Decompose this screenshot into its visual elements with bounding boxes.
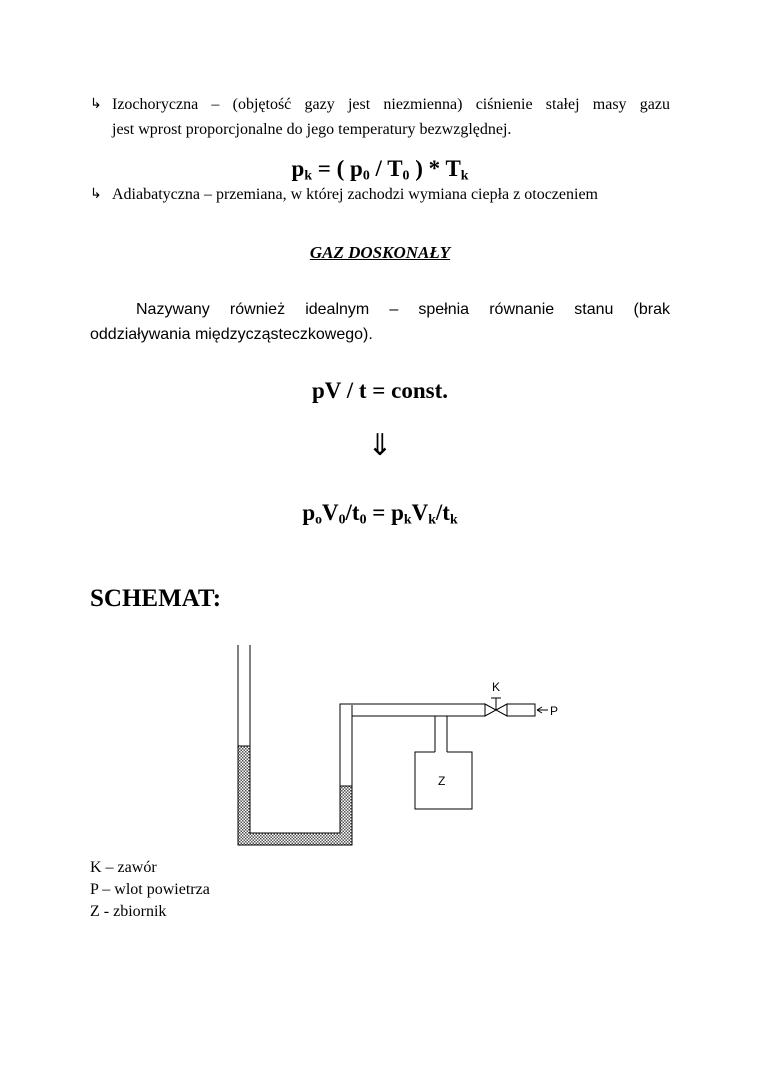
- section-heading: GAZ DOSKONAŁY: [309, 243, 451, 262]
- bullet-isochoric-line1: Izochoryczna – (objętość gazy jest niezmienna) ciśnienie stałej masy gazu: [112, 96, 670, 113]
- formula-equality: $p_oV_0/t_0 = p_kV_k/t_k$: [302, 500, 458, 527]
- label-k: K: [492, 680, 501, 694]
- legend: [90, 857, 210, 923]
- u-tube-outer: [238, 645, 352, 845]
- pipe-bottom: [352, 705, 485, 716]
- hook-arrow-icon: ↳: [90, 186, 102, 202]
- paragraph-line2: oddziaływania międzycząsteczkowego).: [90, 326, 373, 343]
- manometer-diagram: [230, 640, 570, 855]
- pipe-top: [340, 704, 485, 705]
- u-tube-inner: [250, 645, 340, 833]
- bullet-isochoric-line2: jest wprost proporcjonalne do jego temperatury bezwzględnej.: [112, 121, 512, 138]
- formula-isochoric: $p_k$ = ( $p_0 / T_0$ ) * $T_k$: [291, 156, 469, 183]
- legend-item-p: P – wlot powietrza: [90, 881, 210, 898]
- u-tube-liquid: [238, 746, 352, 845]
- legend-item-z: Z - zbiornik: [90, 903, 167, 920]
- bullet-adiabatic-line1: Adiabatyczna – przemiana, w której zachodzi wymiana ciepła z otoczeniem: [112, 186, 598, 203]
- bullet-adiabatic: [90, 182, 670, 207]
- schemat-heading: SCHEMAT:: [90, 585, 222, 612]
- implies-arrow-icon: ⇓: [367, 428, 393, 463]
- bullet-isochoric: [90, 92, 670, 142]
- legend-item-k: K – zawór: [90, 859, 157, 876]
- paragraph-line1: Nazywany również idealnym – spełnia równanie stanu (brak: [136, 301, 670, 318]
- label-z: Z: [438, 774, 446, 788]
- hook-arrow-icon: ↳: [90, 96, 102, 112]
- pipe-inlet: [507, 704, 535, 716]
- ideal-gas-paragraph: [90, 297, 670, 347]
- formula-state: pV / t = const.: [311, 378, 448, 403]
- label-p: P: [550, 704, 559, 718]
